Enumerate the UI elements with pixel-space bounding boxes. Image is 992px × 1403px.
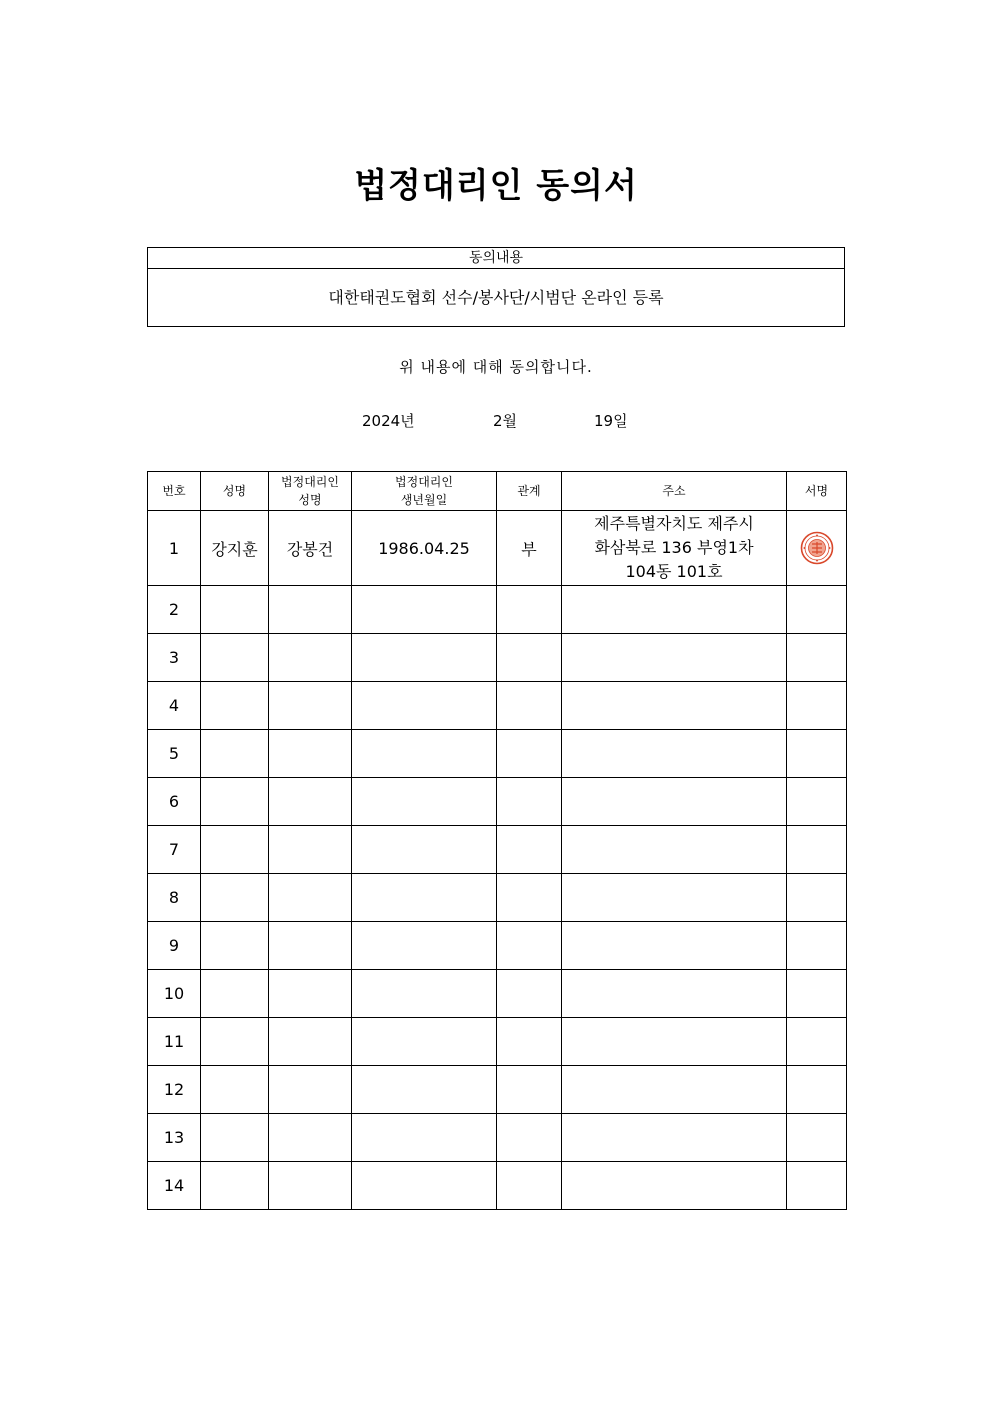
cell-relation <box>497 874 562 922</box>
cell-address <box>562 730 787 778</box>
header-guardian-birth <box>352 472 497 511</box>
cell-no: 13 <box>148 1114 201 1162</box>
header-relation: 관계 <box>497 472 562 511</box>
cell-signature <box>787 511 847 586</box>
cell-address <box>562 970 787 1018</box>
cell-signature <box>787 1114 847 1162</box>
header-address: 주소 <box>562 472 787 511</box>
date-month: 2월 <box>493 412 518 430</box>
cell-guardian <box>269 826 352 874</box>
table-row <box>148 682 847 730</box>
cell-signature <box>787 970 847 1018</box>
cell-no: 7 <box>148 826 201 874</box>
cell-no: 11 <box>148 1018 201 1066</box>
table-row <box>148 1162 847 1210</box>
cell-guardian <box>269 778 352 826</box>
cell-signature <box>787 922 847 970</box>
cell-birth: 1986.04.25 <box>352 511 497 586</box>
cell-name <box>201 1018 269 1066</box>
cell-guardian <box>269 1114 352 1162</box>
cell-guardian <box>269 1018 352 1066</box>
cell-name <box>201 634 269 682</box>
table-row <box>148 586 847 634</box>
cell-guardian <box>269 970 352 1018</box>
cell-no: 6 <box>148 778 201 826</box>
cell-name <box>201 778 269 826</box>
table-row <box>148 826 847 874</box>
cell-relation <box>497 922 562 970</box>
agree-statement: 위 내용에 대해 동의합니다. <box>399 358 593 376</box>
cell-address <box>562 874 787 922</box>
table-row <box>148 922 847 970</box>
cell-address <box>562 1018 787 1066</box>
cell-birth <box>352 1162 497 1210</box>
page-title: 법정대리인 동의서 <box>354 166 638 206</box>
cell-birth <box>352 826 497 874</box>
table-row <box>148 1018 847 1066</box>
table-row <box>148 778 847 826</box>
cell-no: 3 <box>148 634 201 682</box>
cell-guardian: 강봉건 <box>269 511 352 586</box>
cell-birth <box>352 778 497 826</box>
consent-header: 동의내용 <box>148 248 844 269</box>
address-line-2: 화삼북로 136 부영1차 <box>594 538 754 557</box>
header-guardian-name <box>269 472 352 511</box>
cell-guardian <box>269 922 352 970</box>
header-no: 번호 <box>148 472 201 511</box>
header-guardian-name-line2: 성명 <box>298 493 322 507</box>
table-row <box>148 874 847 922</box>
cell-no: 4 <box>148 682 201 730</box>
cell-birth <box>352 1018 497 1066</box>
cell-signature <box>787 1162 847 1210</box>
cell-no: 8 <box>148 874 201 922</box>
cell-birth <box>352 1114 497 1162</box>
cell-guardian <box>269 634 352 682</box>
header-guardian-name-line1: 법정대리인 <box>281 475 339 489</box>
address-line-3: 104동 101호 <box>625 562 723 581</box>
cell-signature <box>787 874 847 922</box>
cell-signature <box>787 682 847 730</box>
cell-address <box>562 682 787 730</box>
cell-guardian <box>269 874 352 922</box>
cell-guardian <box>269 586 352 634</box>
header-guardian-birth-line1: 법정대리인 <box>395 475 453 489</box>
header-name: 성명 <box>201 472 269 511</box>
cell-no: 14 <box>148 1162 201 1210</box>
registration-table <box>147 471 847 1210</box>
cell-signature <box>787 730 847 778</box>
consent-body: 대한태권도협회 선수/봉사단/시범단 온라인 등록 <box>328 288 664 307</box>
cell-birth <box>352 730 497 778</box>
cell-relation <box>497 1114 562 1162</box>
cell-address <box>562 826 787 874</box>
table-header-row <box>148 472 847 511</box>
cell-name <box>201 1066 269 1114</box>
cell-name: 강지훈 <box>201 511 269 586</box>
cell-name <box>201 922 269 970</box>
cell-no: 10 <box>148 970 201 1018</box>
date-day: 19일 <box>594 412 628 430</box>
cell-relation <box>497 682 562 730</box>
cell-name <box>201 874 269 922</box>
cell-relation <box>497 826 562 874</box>
cell-relation <box>497 1018 562 1066</box>
table-row <box>148 730 847 778</box>
cell-name <box>201 1114 269 1162</box>
cell-address <box>562 586 787 634</box>
cell-guardian <box>269 682 352 730</box>
cell-relation <box>497 778 562 826</box>
cell-relation <box>497 1162 562 1210</box>
cell-name <box>201 970 269 1018</box>
cell-no: 1 <box>148 511 201 586</box>
cell-address <box>562 1162 787 1210</box>
cell-no: 5 <box>148 730 201 778</box>
cell-birth <box>352 586 497 634</box>
cell-relation <box>497 1066 562 1114</box>
cell-signature <box>787 1018 847 1066</box>
header-signature: 서명 <box>787 472 847 511</box>
table-row <box>148 511 847 586</box>
cell-name <box>201 730 269 778</box>
cell-birth <box>352 922 497 970</box>
cell-no: 9 <box>148 922 201 970</box>
cell-guardian <box>269 1162 352 1210</box>
table-row <box>148 970 847 1018</box>
cell-name <box>201 1162 269 1210</box>
cell-signature <box>787 826 847 874</box>
cell-guardian <box>269 730 352 778</box>
header-guardian-birth-line2: 생년월일 <box>400 493 448 507</box>
table-row <box>148 1114 847 1162</box>
cell-birth <box>352 634 497 682</box>
cell-name <box>201 682 269 730</box>
cell-signature <box>787 586 847 634</box>
cell-name <box>201 586 269 634</box>
cell-address <box>562 1114 787 1162</box>
cell-name <box>201 826 269 874</box>
address-line-1: 제주특별자치도 제주시 <box>594 514 754 533</box>
consent-box <box>147 247 845 327</box>
cell-no: 12 <box>148 1066 201 1114</box>
cell-birth <box>352 682 497 730</box>
seal-stamp-icon <box>800 531 834 565</box>
cell-relation: 부 <box>497 511 562 586</box>
cell-birth <box>352 970 497 1018</box>
table-row <box>148 1066 847 1114</box>
cell-signature <box>787 1066 847 1114</box>
cell-relation <box>497 634 562 682</box>
cell-birth <box>352 874 497 922</box>
cell-signature <box>787 634 847 682</box>
cell-address <box>562 778 787 826</box>
cell-birth <box>352 1066 497 1114</box>
cell-guardian <box>269 1066 352 1114</box>
cell-address <box>562 1066 787 1114</box>
cell-relation <box>497 586 562 634</box>
cell-address <box>562 634 787 682</box>
cell-no: 2 <box>148 586 201 634</box>
table-row <box>148 634 847 682</box>
cell-signature <box>787 778 847 826</box>
cell-address <box>562 922 787 970</box>
cell-address <box>562 511 787 586</box>
date-year: 2024년 <box>362 412 415 430</box>
cell-relation <box>497 730 562 778</box>
cell-relation <box>497 970 562 1018</box>
